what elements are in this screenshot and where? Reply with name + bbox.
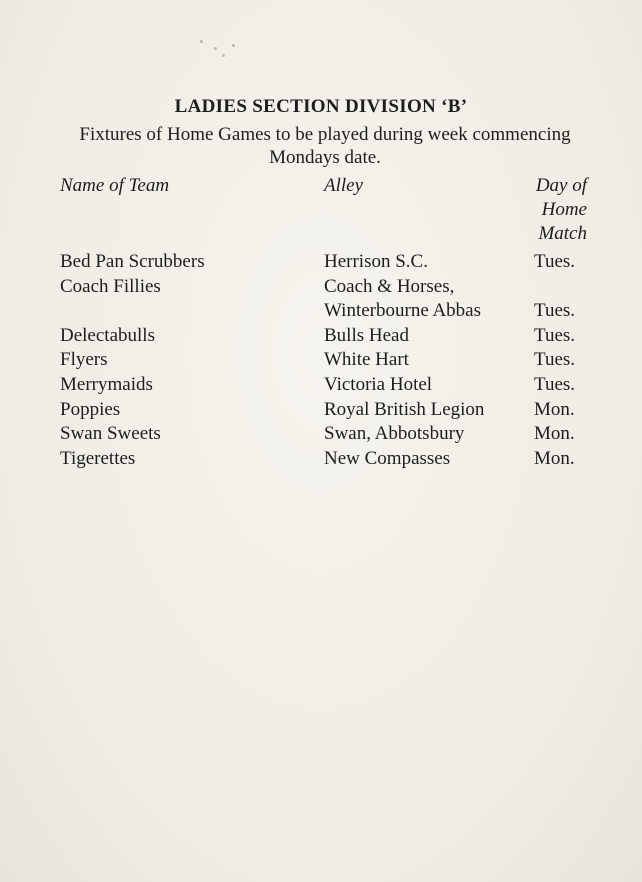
match-day: Tues. bbox=[534, 300, 576, 322]
alley-name-line2: Winterbourne Abbas bbox=[324, 300, 482, 322]
column-header-day-line2: Home bbox=[541, 199, 587, 220]
table-row bbox=[0, 398, 642, 423]
team-name: Poppies bbox=[60, 398, 121, 420]
paper-speck bbox=[200, 40, 203, 43]
table-row bbox=[0, 348, 642, 373]
page-subtitle: Fixtures of Home Games to be played during week commencing Mondays date. bbox=[79, 124, 571, 168]
alley-name: Herrison S.C. bbox=[324, 251, 428, 272]
team-name: Delectabulls bbox=[60, 324, 155, 346]
alley-name: Royal British Legion bbox=[324, 398, 485, 420]
alley-name: Coach & Horses, bbox=[324, 275, 455, 297]
column-header-day bbox=[505, 174, 587, 246]
team-name: Merrymaids bbox=[60, 373, 153, 395]
team-name: Flyers bbox=[60, 349, 108, 371]
table-row bbox=[0, 447, 642, 472]
page-title: LADIES SECTION DIVISION ‘B’ bbox=[174, 96, 468, 117]
match-day: Mon. bbox=[534, 423, 575, 445]
table-row bbox=[0, 373, 642, 398]
table-row bbox=[0, 275, 642, 324]
column-header-day-line3: Match bbox=[538, 223, 587, 244]
paper-speck bbox=[232, 44, 235, 47]
team-name: Bed Pan Scrubbers bbox=[60, 251, 205, 272]
table-row bbox=[0, 250, 642, 275]
match-day: Tues. bbox=[534, 373, 576, 395]
alley-name: Bulls Head bbox=[324, 324, 409, 346]
table-row bbox=[0, 422, 642, 447]
match-day: Mon. bbox=[534, 398, 575, 420]
match-day: Tues. bbox=[534, 324, 576, 346]
alley-name: Victoria Hotel bbox=[324, 373, 433, 395]
paper-speck bbox=[214, 47, 217, 50]
team-name: Coach Fillies bbox=[60, 275, 161, 297]
column-header-team: Name of Team bbox=[60, 175, 170, 196]
table-row bbox=[0, 324, 642, 349]
fixtures-table bbox=[0, 250, 642, 471]
team-name: Tigerettes bbox=[60, 447, 136, 469]
column-header-alley: Alley bbox=[324, 175, 364, 196]
alley-name: White Hart bbox=[324, 349, 409, 371]
column-header-day-line1: Day of bbox=[535, 175, 587, 196]
alley-name: Swan, Abbotsbury bbox=[324, 423, 465, 445]
alley-name: New Compasses bbox=[324, 447, 451, 469]
match-day: Tues. bbox=[534, 349, 576, 371]
match-day: Tues. bbox=[534, 251, 576, 272]
team-name: Swan Sweets bbox=[60, 423, 161, 445]
match-day: Mon. bbox=[534, 447, 575, 469]
paper-speck bbox=[222, 54, 225, 57]
